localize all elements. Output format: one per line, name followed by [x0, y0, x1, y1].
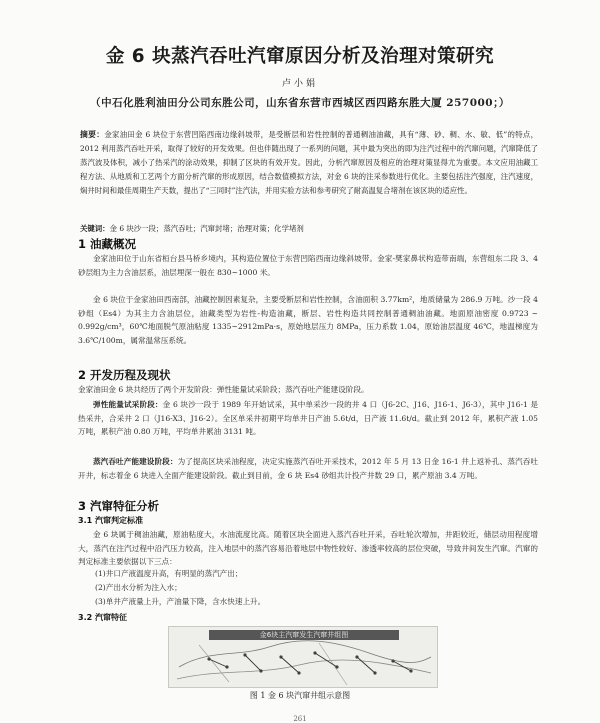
criteria-item-1: (1)井口产液温度升高，有明显的蒸汽产出；	[95, 569, 243, 578]
section-3-2-heading: 3.2 汽窜特征	[78, 613, 127, 622]
section-3-paragraph-1: 金 6 块属于稠油油藏，原油粘度大，水油流度比高。随着区块全面进入蒸汽吞吐开采，吞吐轮次增加，井距较近，储层动用程度增大，蒸汽在注汽过程中沿汽压力较高，注入地层中的蒸汽容易沿着地层中物性较好、渗透率较高的层位突破，导致井间发生汽窜。汽窜的判定标准主要依据以下三点：	[78, 530, 538, 567]
keywords	[80, 223, 538, 234]
well-group-map	[169, 627, 437, 687]
paper-title: 金 6 块蒸汽吞吐汽窜原因分析及治理对策研究	[105, 46, 495, 67]
section-2-heading: 2 开发历程及现状	[78, 368, 171, 382]
author-name: 卢小娟	[281, 79, 318, 89]
section-1-paragraph-1: 金家油田位于山东省桓台县马桥乡境内，其构造位置位于东营凹陷西南边缘斜坡带。金家-樊家鼻状构造带南端，东营组东二段 3、4 砂层组为主力含油层系，油层埋深一般在 830~1000 米。	[78, 254, 538, 277]
abstract	[80, 128, 538, 198]
figure-inner-title: 金6块主汽窜发生汽窜井组图	[209, 630, 399, 640]
section-2-paragraph-3	[78, 455, 538, 482]
keywords-text: 金 6 块沙一段；蒸汽吞吐；汽窜封堵；治理对策；化学堵剂	[109, 224, 304, 233]
well-group-figure	[168, 626, 438, 688]
author-affiliation: （中石化胜利油田分公司东胜公司，山东省东营市西城区西四路东胜大厦 257000；）	[90, 97, 510, 109]
abstract-text: 金家油田金 6 块位于东营凹陷西南边缘斜坡带，是受断层和岩性控制的普通稠油油藏，具有“薄、砂、稠、水、敏、低”的特点，2012 利用蒸汽吞吐开采，取得了较好的开发效果。但也伴随出现了一系列的问题，其中最为突出的即为注汽过程中的汽窜问题，汽窜降低了蒸汽波及体积，减小了热采汽的涂动效果，抑制了区块的有效开发。因此，分析汽窜原因及相应的治理对策显得尤为重要。本文应用油藏工程方法、从地质和工艺两个方面分析汽窜的形成原因，结合数值模拟方法，对金 6 块的注采参数进行优化。主要包括注汽强度，注汽速度，焖井时间和最佳周期生产天数，提出了“三同时”注汽法，并用实验方法和参考研究了耐高温复合堵剂在该区块的适应性。	[80, 130, 539, 195]
figure-caption: 图 1 金 6 块汽窜井组示意图	[249, 691, 351, 700]
section-2-p2-label: 弹性能量试采阶段：	[93, 400, 163, 409]
section-1-paragraph-2: 金 6 块位于金家油田西南部，油藏控制因素复杂，主要受断层和岩性控制，含油面积 3.77km²，地质储量为 286.9 万吨。沙一段 4 砂组（Es4）为其主力含油层位，油藏类型为岩性-构造油藏，断层、岩性构造共同控制普通稠油油藏。地面原油密度 0.9723 ~ 0.992g/cm³，60℃地面脱气原油粘度 1335~2912mPa·s，原始地层压力 8MPa，压力系数 1.04，原始油层温度 46℃，地温梯度为 3.6℃/100m，属常温常压系统。	[78, 295, 538, 345]
section-2-p3-text: 为了提高区块采油程度，决定实施蒸汽吞吐开采技术，2012 年 5 月 13 日金 16-1 井上返补孔、蒸汽吞吐开井，标志着金 6 块进入全面产能建设阶段。截止到目前，金 6 块 Es4 砂组共计投产井数 29 口，累产原油 3.4 万吨。	[78, 457, 538, 480]
keywords-label: 关键词：	[80, 224, 110, 233]
page-number: 261	[293, 715, 307, 723]
section-2-p3-label: 蒸汽吞吐产能建设阶段：	[93, 457, 178, 466]
section-2-paragraph-1: 金家油田金 6 块共经历了两个开发阶段：弹性能量试采阶段；蒸汽吞吐产能建设阶段。	[78, 385, 369, 394]
section-3-heading: 3 汽窜特征分析	[78, 499, 160, 513]
section-1-heading: 1 油藏概况	[78, 237, 137, 251]
abstract-label: 摘要：	[80, 130, 105, 139]
section-3-1-heading: 3.1 汽窜判定标准	[78, 516, 143, 525]
criteria-item-2: (2)产出水分析为注入水；	[95, 583, 182, 592]
section-2-paragraph-2	[78, 398, 538, 439]
criteria-item-3: (3)单井产液量上升，产油量下降，含水快速上升。	[95, 597, 266, 606]
section-2-p2-text: 金 6 块沙一段于 1989 年开始试采，其中单采沙一段的井 4 口（J6-2C、J16、J16-1、J6-3），其中 J16-1 是热采井，合采井 2 口（J16-X3、J16-2）。全区单采井初期平均单井日产油 5.6t/d，日产液 11.6t/d。截止到 2012 年，累积产液 1.05 万吨，累积产油 0.80 万吨，平均单井累油 3131 吨。	[78, 400, 538, 437]
